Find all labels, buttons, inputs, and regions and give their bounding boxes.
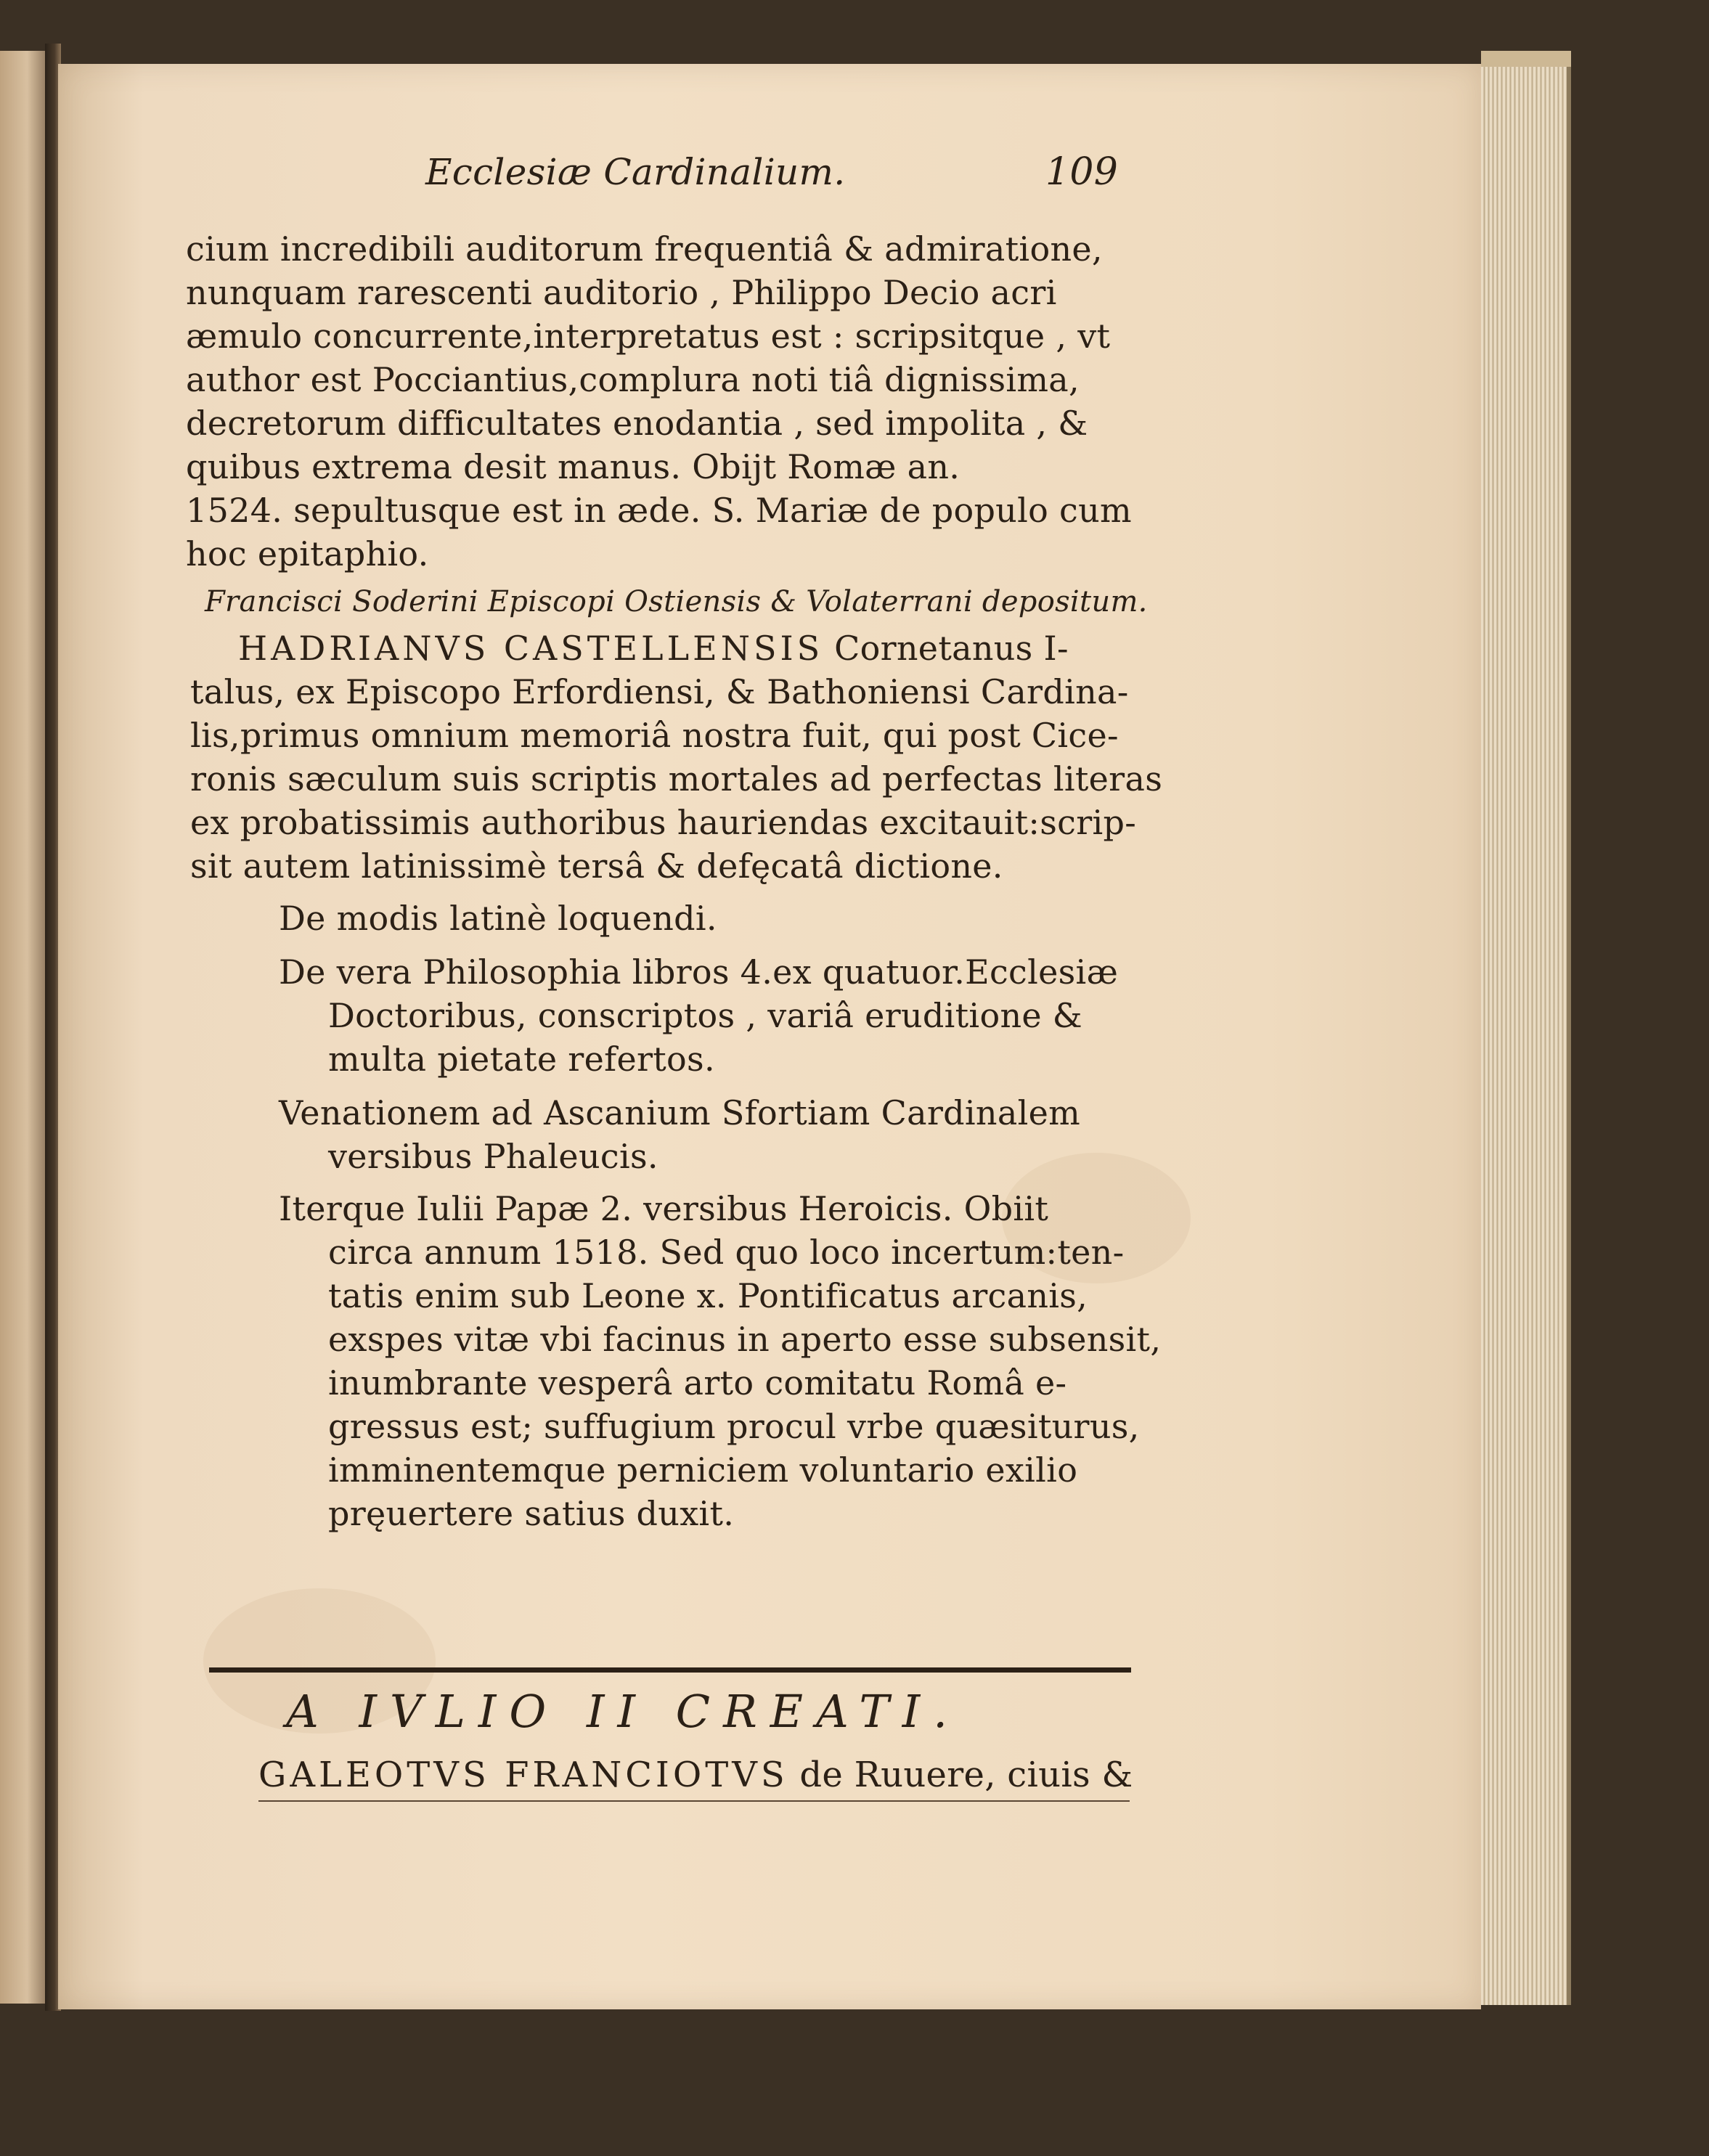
epitaph-line: Francisci Soderini Episcopi Ostiensis & Volaterrani depositum. — [205, 585, 1148, 618]
text-line: lis,primus omnium memoriâ nostra fuit, qui post Cice- — [190, 716, 1119, 755]
work-title: De modis latinè loquendi. — [279, 899, 717, 938]
section-title: A IVLIO II CREATI. — [286, 1685, 960, 1738]
work-title-cont: versibus Phaleucis. — [328, 1137, 658, 1176]
entry-heading-rest: de Ruuere, ciuis & — [799, 1755, 1133, 1795]
section-first-line — [258, 1754, 1133, 1796]
text-line: gressus est; suffugium procul vrbe quæsiturus, — [328, 1407, 1140, 1446]
page-block-edge — [1481, 67, 1571, 2005]
work-title: Venationem ad Ascanium Sfortiam Cardinalem — [279, 1093, 1081, 1132]
text-line: æmulo concurrente,interpretatus est : scripsitque , vt — [186, 317, 1111, 356]
underline-rule — [258, 1800, 1130, 1802]
text-line: nunquam rarescenti auditorio , Philippo Decio acri — [186, 273, 1057, 312]
entry-name: GALEOTVS FRANCIOTVS — [258, 1755, 788, 1795]
text-line: hoc epitaphio. — [186, 534, 429, 573]
text-line: imminentemque perniciem voluntario exilio — [328, 1450, 1078, 1490]
work-title: Iterque Iulii Papæ 2. versibus Heroicis. Obiit — [279, 1189, 1049, 1228]
entry-heading-rest: Cornetanus I- — [834, 629, 1069, 668]
text-line: sit autem latinissimè tersâ & defęcatâ dictione. — [190, 846, 1003, 886]
text-line: ronis sæculum suis scriptis mortales ad perfectas literas — [190, 759, 1163, 799]
entry-name: HADRIANVS CASTELLENSIS — [238, 629, 824, 668]
work-title-cont: multa pietate refertos. — [328, 1040, 715, 1079]
text-line: ex probatissimis authoribus hauriendas excitauit:scrip- — [190, 803, 1137, 842]
text-line: exspes vitæ vbi facinus in aperto esse subsensit, — [328, 1320, 1162, 1359]
work-title: De vera Philosophia libros 4.ex quatuor.Ecclesiæ — [279, 952, 1119, 992]
previous-page-edge — [0, 51, 49, 2004]
text-line: talus, ex Episcopo Erfordiensi, & Bathoniensi Cardina- — [190, 672, 1129, 711]
text-line: quibus extrema desit manus. Obijt Romæ an. — [186, 447, 960, 486]
text-line: 1524. sepultusque est in æde. S. Mariæ de populo cum — [186, 491, 1132, 530]
page-number: 109 — [1045, 150, 1119, 194]
text-line: tatis enim sub Leone x. Pontificatus arcanis, — [328, 1276, 1088, 1315]
text-line: circa annum 1518. Sed quo loco incertum:ten- — [328, 1233, 1125, 1272]
text-line: pręuertere satius duxit. — [328, 1494, 735, 1533]
text-line: inumbrante vesperâ arto comitatu Româ e- — [328, 1363, 1067, 1402]
section-divider-rule — [209, 1667, 1131, 1673]
text-line: decretorum difficultates enodantia , sed impolita , & — [186, 404, 1088, 443]
work-title-cont: Doctoribus, conscriptos , variâ eruditione & — [328, 996, 1083, 1035]
entry-heading-line — [238, 627, 1069, 669]
running-head: Ecclesiæ Cardinalium. — [425, 151, 846, 193]
text-line: cium incredibili auditorum frequentiâ & admiratione, — [186, 229, 1103, 269]
text-line: author est Pocciantius,complura noti tiâ dignissima, — [186, 360, 1080, 399]
